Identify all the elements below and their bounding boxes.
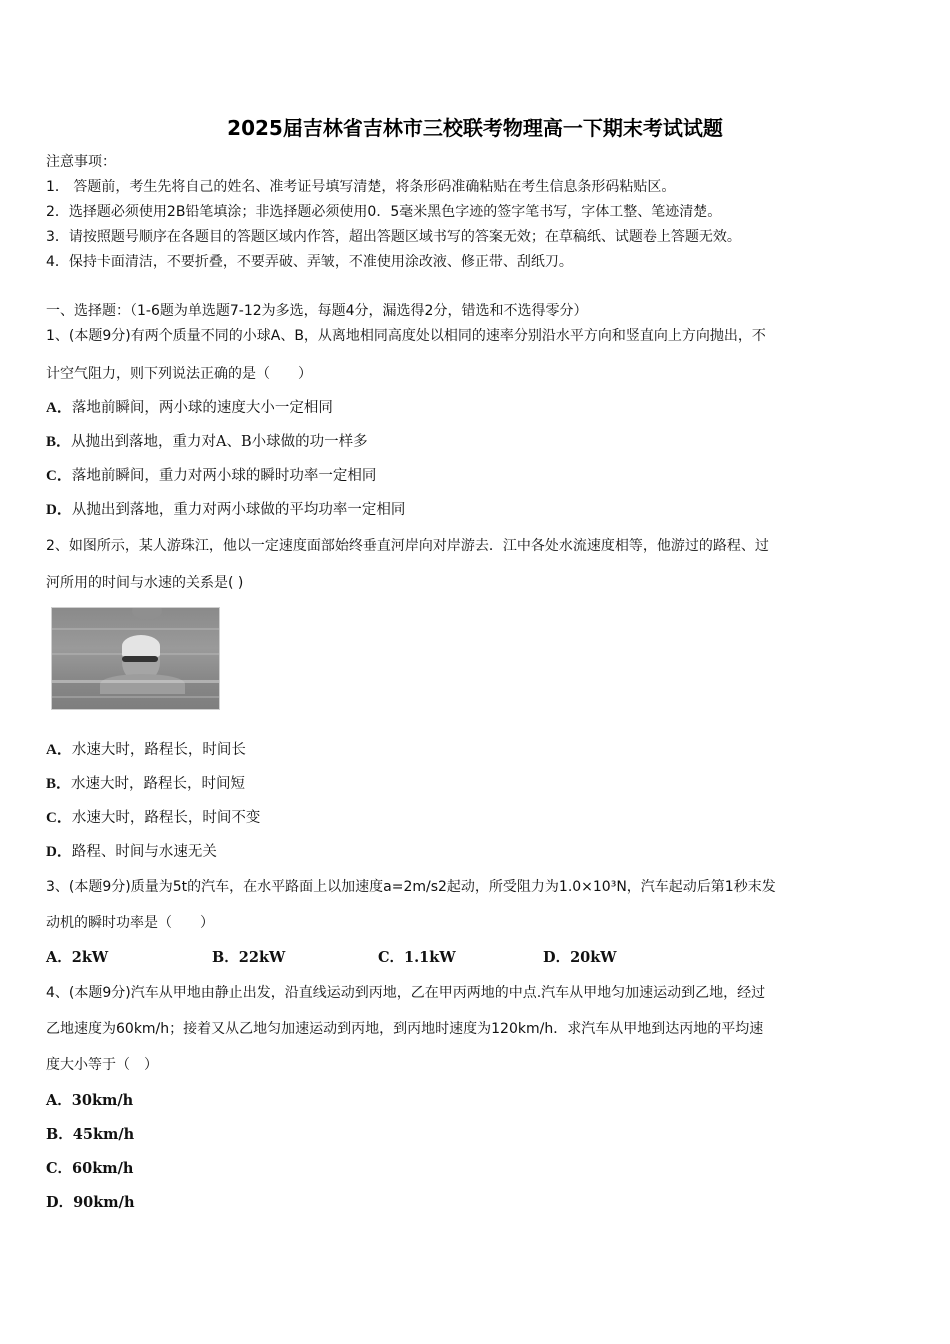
option-label: C． <box>46 1160 73 1177</box>
option-text: 90km/h <box>73 1194 135 1211</box>
option-text: 22kW <box>238 949 286 966</box>
question-1-text: 1、(本题9分)有两个质量不同的小球A、B，从离地相同高度处以相同的速率分别沿水平方向和竖直向上方向抛出，不 <box>46 328 766 344</box>
notice-item: 2．选择题必须使用2B铅笔填涂；非选择题必须使用0．5毫米黑色字迹的签字笔书写，字体工整、笔迹清楚。 <box>46 204 722 220</box>
option-text: 2kW <box>71 949 109 966</box>
option-label: C． <box>46 810 72 826</box>
notice-item: 1． 答题前，考生先将自己的姓名、准考证号填写清楚，将条形码准确粘贴在考生信息条形码粘贴区。 <box>46 179 676 195</box>
option-label: D． <box>46 1194 74 1211</box>
option-label: D． <box>46 844 72 860</box>
option-label: C． <box>46 468 72 484</box>
option-text: 落地前瞬间，两小球的速度大小一定相同 <box>71 400 333 416</box>
question-2-option-c <box>46 808 260 828</box>
question-1-option-c <box>46 466 376 486</box>
swimmer-photo <box>51 607 220 710</box>
option-text: 水速大时，路程长，时间短 <box>71 776 246 792</box>
question-2-text: 2、如图所示，某人游珠江，他以一定速度面部始终垂直河岸向对岸游去．江中各处水流速度相等，他游过的路程、过 <box>46 538 769 554</box>
question-1-option-a <box>46 398 333 418</box>
option-text: 落地前瞬间，重力对两小球的瞬时功率一定相同 <box>71 468 377 484</box>
question-2-text: 河所用的时间与水速的关系是( ) <box>46 575 244 591</box>
question-3-option-c <box>378 948 456 968</box>
question-2-option-a <box>46 740 246 760</box>
option-label: A． <box>46 742 72 758</box>
option-text: 45km/h <box>72 1126 135 1143</box>
question-3-option-a <box>46 948 108 968</box>
question-4-option-d <box>46 1193 134 1213</box>
option-label: A． <box>46 400 72 416</box>
question-4-text: 度大小等于（ ） <box>46 1057 158 1073</box>
notice-item: 4．保持卡面清洁，不要折叠，不要弄破、弄皱，不准使用涂改液、修正带、刮纸刀。 <box>46 254 573 270</box>
page-title: 2025届吉林省吉林市三校联考物理高一下期末考试试题 <box>227 116 723 140</box>
question-4-text: 4、(本题9分)汽车从甲地由静止出发，沿直线运动到丙地，乙在甲丙两地的中点.汽车从甲地匀加速运动到乙地，经过 <box>46 985 766 1001</box>
question-3-option-d <box>543 948 617 968</box>
question-4-option-a <box>46 1091 133 1111</box>
option-text: 60km/h <box>72 1160 134 1177</box>
option-text: 水速大时，路程长，时间不变 <box>71 810 261 826</box>
question-4-option-b <box>46 1125 134 1145</box>
question-3-text: 3、(本题9分)质量为5t的汽车，在水平路面上以加速度a=2m/s2起动，所受阻力为1.0×10³N，汽车起动后第1秒末发 <box>46 879 776 895</box>
option-label: B． <box>46 1126 73 1143</box>
notice-item: 3．请按照题号顺序在各题目的答题区域内作答，超出答题区域书写的答案无效；在草稿纸、试题卷上答题无效。 <box>46 229 741 245</box>
option-label: A． <box>46 1092 72 1109</box>
option-label: C． <box>378 949 405 966</box>
question-4-option-c <box>46 1159 133 1179</box>
section-heading: 一、选择题：（1-6题为单选题7-12为多选，每题4分，漏选得2分，错选和不选得零分） <box>46 303 588 319</box>
option-label: D． <box>543 949 571 966</box>
question-3-text: 动机的瞬时功率是（ ） <box>46 915 214 931</box>
question-2-option-d <box>46 842 217 862</box>
option-text: 从抛出到落地，重力对A、B小球做的功一样多 <box>71 434 368 450</box>
option-text: 路程、时间与水速无关 <box>71 844 217 860</box>
option-label: B． <box>46 776 72 792</box>
question-1-option-b <box>46 432 368 452</box>
option-text: 20kW <box>570 949 617 966</box>
question-1-option-d <box>46 500 405 520</box>
question-4-text: 乙地速度为60km/h；接着又从乙地匀加速运动到丙地，到丙地时速度为120km/h．求汽车从甲地到达丙地的平均速 <box>46 1021 764 1037</box>
option-label: B． <box>46 434 72 450</box>
question-2-option-b <box>46 774 245 794</box>
option-text: 30km/h <box>71 1092 134 1109</box>
question-1-text: 计空气阻力，则下列说法正确的是（ ） <box>46 366 312 382</box>
notice-heading: 注意事项： <box>46 154 116 170</box>
question-3-option-b <box>212 948 285 968</box>
option-label: D． <box>46 502 72 518</box>
option-label: B． <box>212 949 239 966</box>
option-text: 从抛出到落地，重力对两小球做的平均功率一定相同 <box>71 502 406 518</box>
option-text: 1.1kW <box>404 949 456 966</box>
option-label: A． <box>46 949 72 966</box>
option-text: 水速大时，路程长，时间长 <box>71 742 246 758</box>
